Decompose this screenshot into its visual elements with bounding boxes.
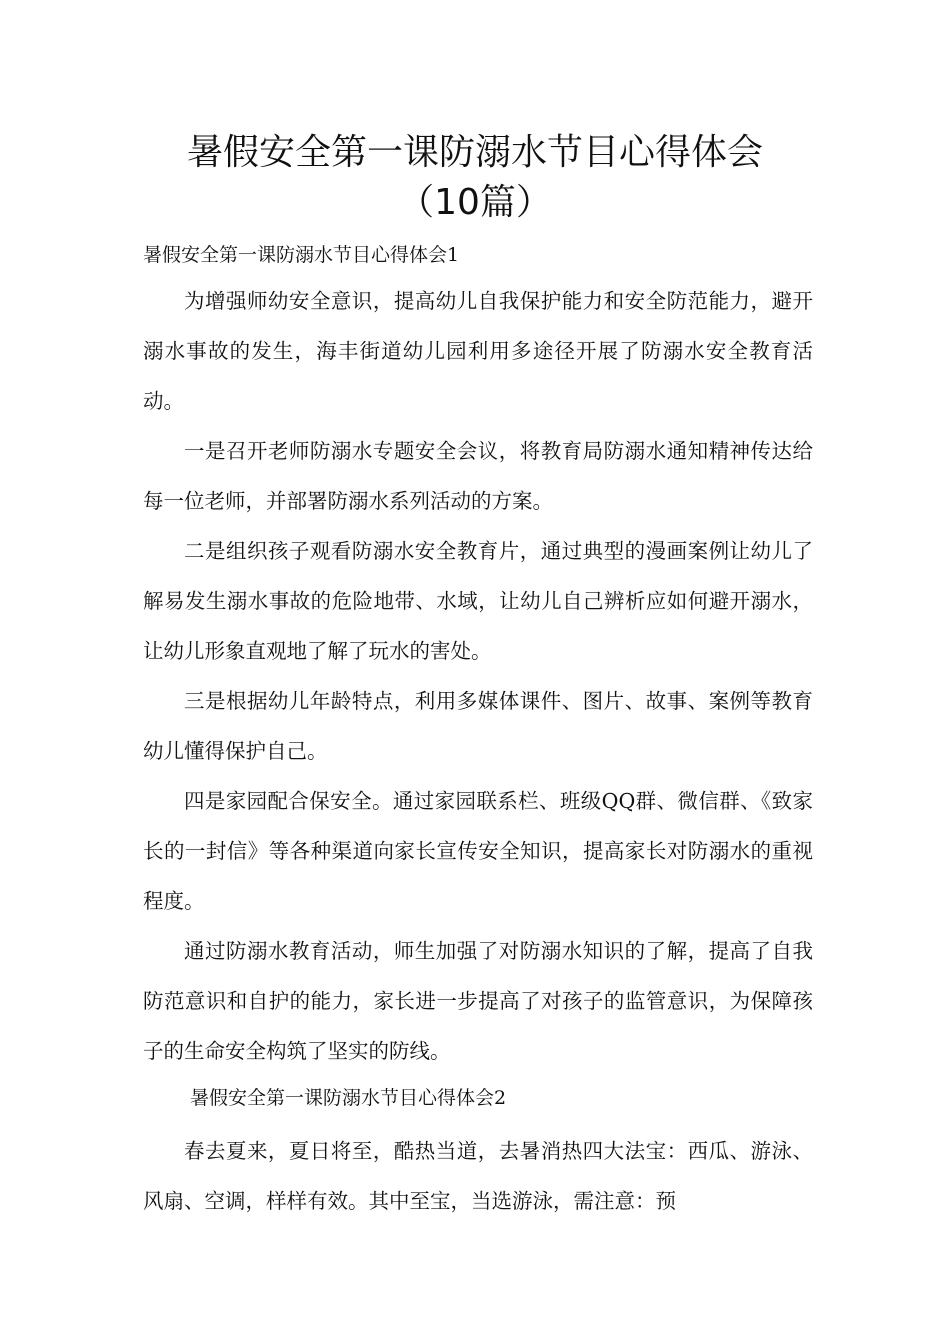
paragraph: 通过防溺水教育活动，师生加强了对防溺水知识的了解，提高了自我防范意识和自护的能力，家长进一步提高了对孩子的监管意识，为保障孩子的生命安全构筑了坚实的防线。 [143, 939, 813, 1063]
section-2-heading: 暑假安全第一课防溺水节目心得体会2 [190, 1087, 507, 1109]
paragraph: 春去夏来，夏日将至，酷热当道，去暑消热四大法宝：西瓜、游泳、风扇、空调，样样有效。其中至宝，当选游泳，需注意：预 [143, 1139, 813, 1213]
document-title-line-2: （10篇） [398, 182, 552, 223]
section-1-heading: 暑假安全第一课防溺水节目心得体会1 [143, 244, 460, 266]
paragraph: 三是根据幼儿年龄特点，利用多媒体课件、图片、故事、案例等教育幼儿懂得保护自己。 [143, 689, 813, 763]
paragraph: 为增强师幼安全意识，提高幼儿自我保护能力和安全防范能力，避开溺水事故的发生，海丰街道幼儿园利用多途径开展了防溺水安全教育活动。 [143, 289, 813, 413]
document-title-line-1: 暑假安全第一课防溺水节目心得体会 [186, 132, 763, 173]
paragraph: 一是召开老师防溺水专题安全会议，将教育局防溺水通知精神传达给每一位老师，并部署防溺水系列活动的方案。 [143, 439, 813, 513]
paragraph: 四是家园配合保安全。通过家园联系栏、班级QQ群、微信群、《致家长的一封信》等各种渠道向家长宣传安全知识，提高家长对防溺水的重视程度。 [143, 789, 813, 913]
paragraph: 二是组织孩子观看防溺水安全教育片，通过典型的漫画案例让幼儿了解易发生溺水事故的危险地带、水域，让幼儿自己辨析应如何避开溺水，让幼儿形象直观地了解了玩水的害处。 [143, 539, 813, 663]
